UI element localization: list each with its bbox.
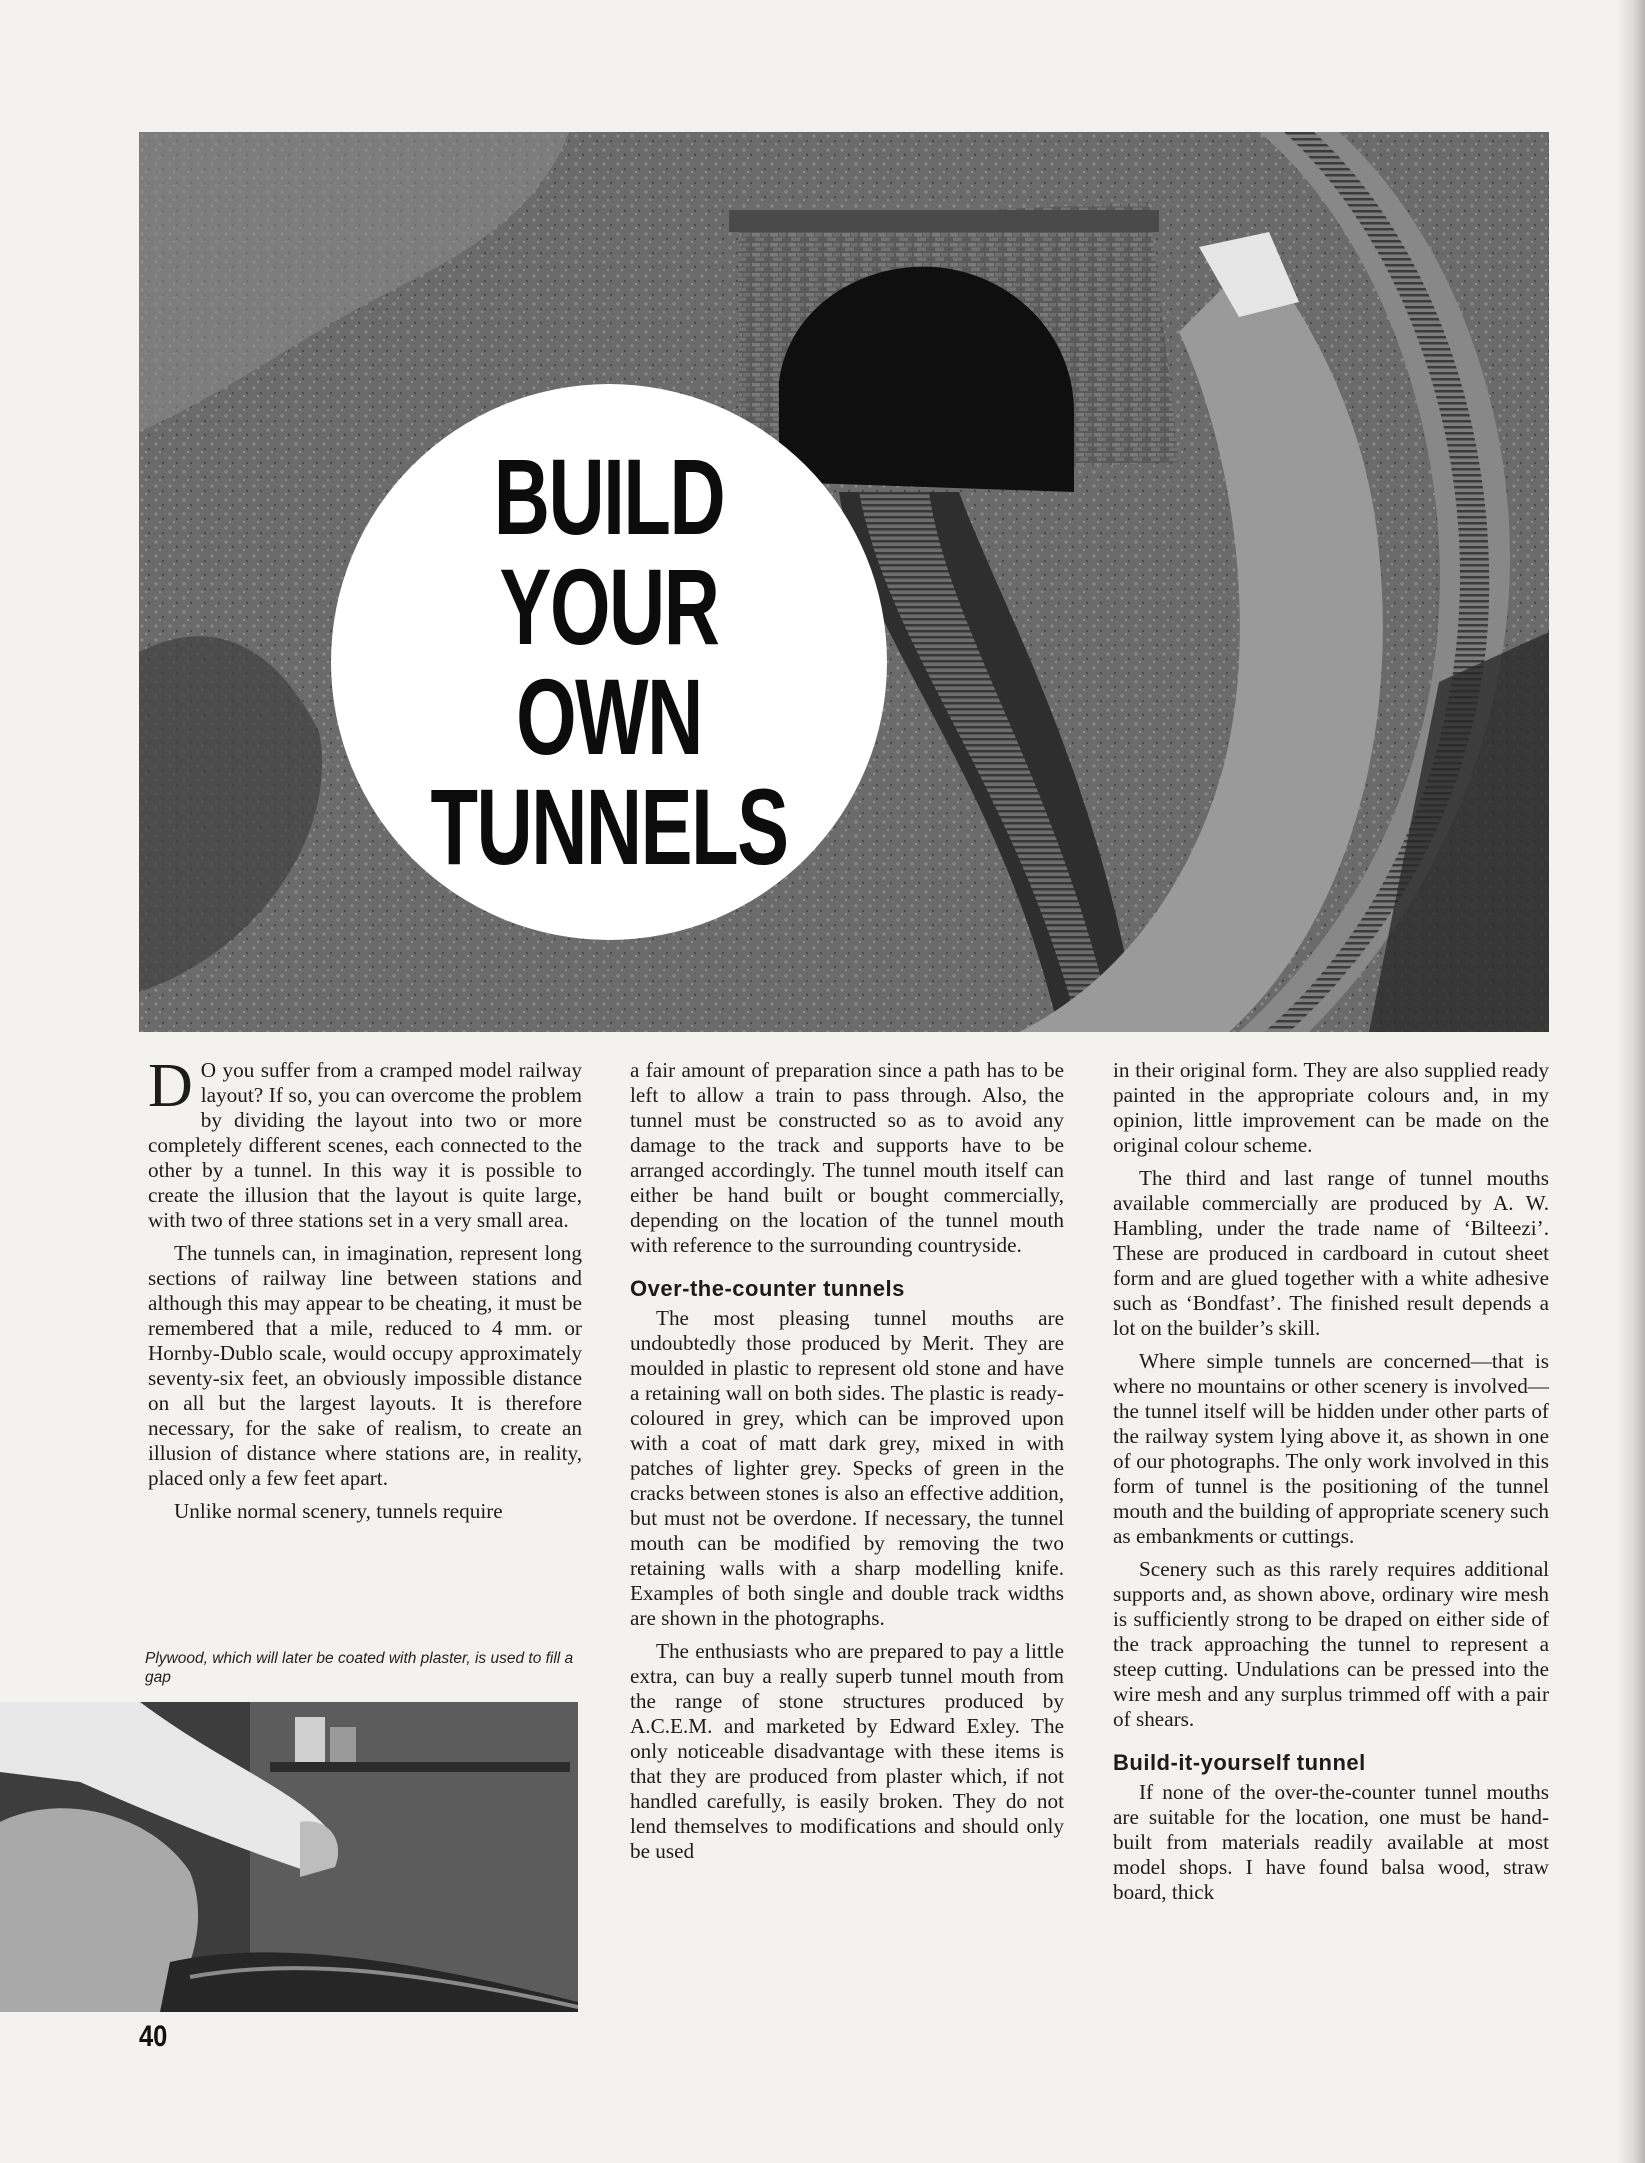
column-2-paragraph-3: The enthusiasts who are prepared to pay a little extra, can buy a really superb tunnel mouth from the range of stone structures produced by A.C.E.M. and marketed by Edward Exley. The only noticeable disadvantage with these items is that they are produced from plaster which, if not handled carefully, is easily broken. They do not lend themselves to modifications and should only be used [630,1639,1064,1863]
column-2-paragraph-1: a fair amount of preparation since a path has to be left to allow a train to pass through. Also, the tunnel must be constructed so as to avoid any damage to the track and supports have to be arranged accordingly. The tunnel mouth itself can either be hand built or bought commercially, depending on the location of the tunnel mouth with reference to the surrounding countryside. [630,1058,1064,1257]
page-number: 40 [139,2020,168,2053]
column-3-paragraph-1: in their original form. They are also supplied ready painted in the appropriate colours and, in my opinion, little improvement can be made on the original colour scheme. [1113,1058,1549,1157]
plywood-photo-illustration [0,1702,578,2012]
photo-caption: Plywood, which will later be coated with plaster, is used to fill a gap [145,1650,574,1686]
column-3 [1113,1058,1549,1913]
page-edge-shadow [1617,0,1645,2163]
column-1 [148,1052,582,1532]
column-1-paragraph-2: The tunnels can, in imagination, represent long sections of railway line between stations and although this may appear to be cheating, it must be remembered that a mile, reduced to 4 mm. or Hornby-Dublo scale, would occupy approximately seventy-six feet, an obviously impossible distance on all but the largest layouts. It is therefore necessary, for the sake of realism, to create an illusion of distance where stations are, in reality, placed only a few feet apart. [148,1241,582,1490]
plywood-photo [0,1702,578,2012]
drop-cap: D [148,1052,193,1120]
hero-photo-tunnel [139,132,1549,1032]
column-1-paragraph-1 [148,1052,582,1233]
title-line-1: BUILD [493,436,725,557]
title-line-2: YOUR OWN [499,546,719,777]
column-2 [630,1058,1064,1872]
subhead-build-it-yourself: Build-it-yourself tunnel [1113,1750,1366,1775]
column-3-paragraph-4: Scenery such as this rarely requires additional supports and, as shown above, ordinary wire mesh is sufficiently strong to be draped on either side of the track approaching the tunnel to represent a steep cutting. Undulations can be pressed into the wire mesh and any surplus trimmed off with a pair of shears. [1113,1557,1549,1731]
title-disc [331,384,887,940]
column-3-paragraph-2: The third and last range of tunnel mouths available commercially are produced by A. W. Hambling, under the trade name of ‘Bilteezi’. These are produced in cardboard in cutout sheet form and are glued together with a white adhesive such as ‘Bondfast’. The finished result depends a lot on the builder’s skill. [1113,1166,1549,1340]
column-1-paragraph-3: Unlike normal scenery, tunnels require [174,1499,503,1523]
opening-text: O you suffer from a cramped model railway layout? If so, you can overcome the problem by dividing the layout into two or more completely different scenes, each connected to the other by a tunnel. In this way it is possible to create the illusion that the layout is quite large, with two of three stations set in a very small area. [148,1058,582,1232]
subhead-over-the-counter: Over-the-counter tunnels [630,1276,905,1301]
title-line-3: TUNNELS [430,766,788,887]
column-2-paragraph-2: The most pleasing tunnel mouths are undoubtedly those produced by Merit. They are moulded in plastic to represent old stone and have a retaining wall on both sides. The plastic is ready-coloured in grey, which can be improved upon with a coat of matt dark grey, mixed in with patches of lighter grey. Specks of green in the cracks between stones is also an effective addition, but must not be overdone. If necessary, the tunnel mouth can be modified by removing the two retaining walls with a sharp modelling knife. Examples of both single and double track widths are shown in the photographs. [630,1306,1064,1630]
column-3-paragraph-3: Where simple tunnels are concerned—that is where no mountains or other scenery is involved—the tunnel itself will be hidden under other parts of the railway system lying above it, as shown in one of our photographs. The only work involved in this form of tunnel is the positioning of the tunnel mouth and the building of appropriate scenery such as embankments or cuttings. [1113,1349,1549,1548]
column-3-paragraph-5: If none of the over-the-counter tunnel mouths are suitable for the location, one must be hand-built from materials readily available at most model shops. I have found balsa wood, straw board, thick [1113,1780,1549,1904]
